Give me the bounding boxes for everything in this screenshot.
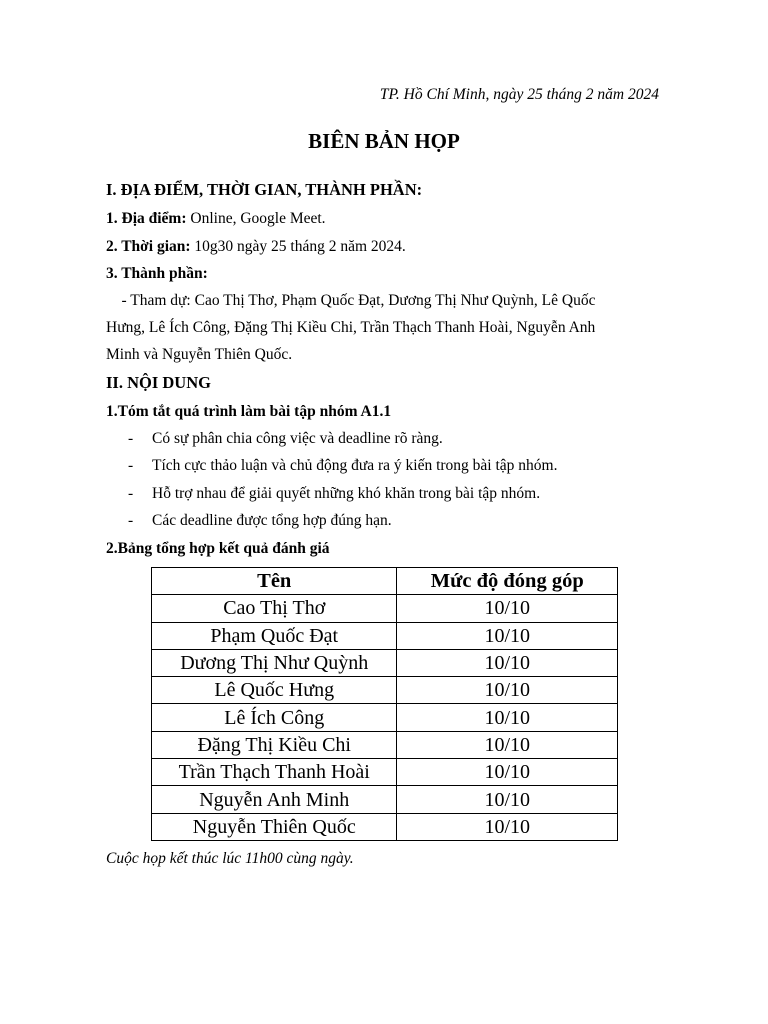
members-line-1: - Tham dự: Cao Thị Thơ, Phạm Quốc Đạt, Dương Thị Như Quỳnh, Lê Quốc [106, 292, 596, 309]
member-name: Dương Thị Như Quỳnh [152, 649, 397, 676]
location-value: Online, Google Meet. [186, 210, 326, 227]
section-2-heading: II. NỘI DUNG [106, 373, 211, 392]
table-row [152, 786, 618, 813]
member-name: Cao Thị Thơ [152, 595, 397, 622]
table-header-row [152, 568, 618, 595]
member-name: Nguyễn Anh Minh [152, 786, 397, 813]
summary-heading: 1.Tóm tắt quá trình làm bài tập nhóm A1.1 [106, 403, 392, 420]
list-item: - Hỗ trợ nhau để giải quyết những khó khăn trong bài tập nhóm. [128, 485, 541, 502]
location-line [106, 210, 326, 228]
time-label: 2. Thời gian: [106, 238, 191, 255]
member-name: Đặng Thị Kiều Chi [152, 731, 397, 758]
member-score: 10/10 [397, 677, 618, 704]
table-row [152, 759, 618, 786]
members-label: 3. Thành phần: [106, 265, 208, 282]
member-name: Lê Ích Công [152, 704, 397, 731]
section-1-heading: I. ĐỊA ĐIỂM, THỜI GIAN, THÀNH PHẦN: [106, 180, 423, 199]
member-score: 10/10 [397, 595, 618, 622]
members-line-3: Minh và Nguyễn Thiên Quốc. [106, 346, 293, 363]
closing-note: Cuộc họp kết thúc lúc 11h00 cùng ngày. [106, 850, 354, 867]
table-row [152, 704, 618, 731]
member-name: Lê Quốc Hưng [152, 677, 397, 704]
column-header-name: Tên [152, 568, 397, 595]
evaluation-table [151, 567, 618, 841]
list-item: - Có sự phân chia công việc và deadline rõ ràng. [128, 430, 443, 447]
table-heading: 2.Bảng tổng hợp kết quả đánh giá [106, 540, 330, 557]
member-name: Phạm Quốc Đạt [152, 622, 397, 649]
table-row [152, 731, 618, 758]
table-row [152, 677, 618, 704]
table-row [152, 649, 618, 676]
list-item: - Các deadline được tổng hợp đúng hạn. [128, 512, 392, 529]
table-row [152, 622, 618, 649]
column-header-contribution: Mức độ đóng góp [397, 568, 618, 595]
list-item: - Tích cực thảo luận và chủ động đưa ra ý kiến trong bài tập nhóm. [128, 457, 558, 474]
document-title: BIÊN BẢN HỌP [308, 129, 460, 153]
member-score: 10/10 [397, 731, 618, 758]
date-line: TP. Hồ Chí Minh, ngày 25 tháng 2 năm 2024 [379, 86, 659, 103]
member-score: 10/10 [397, 704, 618, 731]
time-value: 10g30 ngày 25 tháng 2 năm 2024. [190, 238, 406, 255]
member-score: 10/10 [397, 649, 618, 676]
member-score: 10/10 [397, 813, 618, 840]
members-line-2: Hưng, Lê Ích Công, Đặng Thị Kiều Chi, Trần Thạch Thanh Hoài, Nguyễn Anh [106, 319, 596, 336]
member-score: 10/10 [397, 759, 618, 786]
member-score: 10/10 [397, 786, 618, 813]
table-row [152, 813, 618, 840]
time-line [106, 238, 406, 256]
member-score: 10/10 [397, 622, 618, 649]
location-label: 1. Địa điểm: [106, 210, 187, 227]
member-name: Nguyễn Thiên Quốc [152, 813, 397, 840]
member-name: Trần Thạch Thanh Hoài [152, 759, 397, 786]
table-row [152, 595, 618, 622]
